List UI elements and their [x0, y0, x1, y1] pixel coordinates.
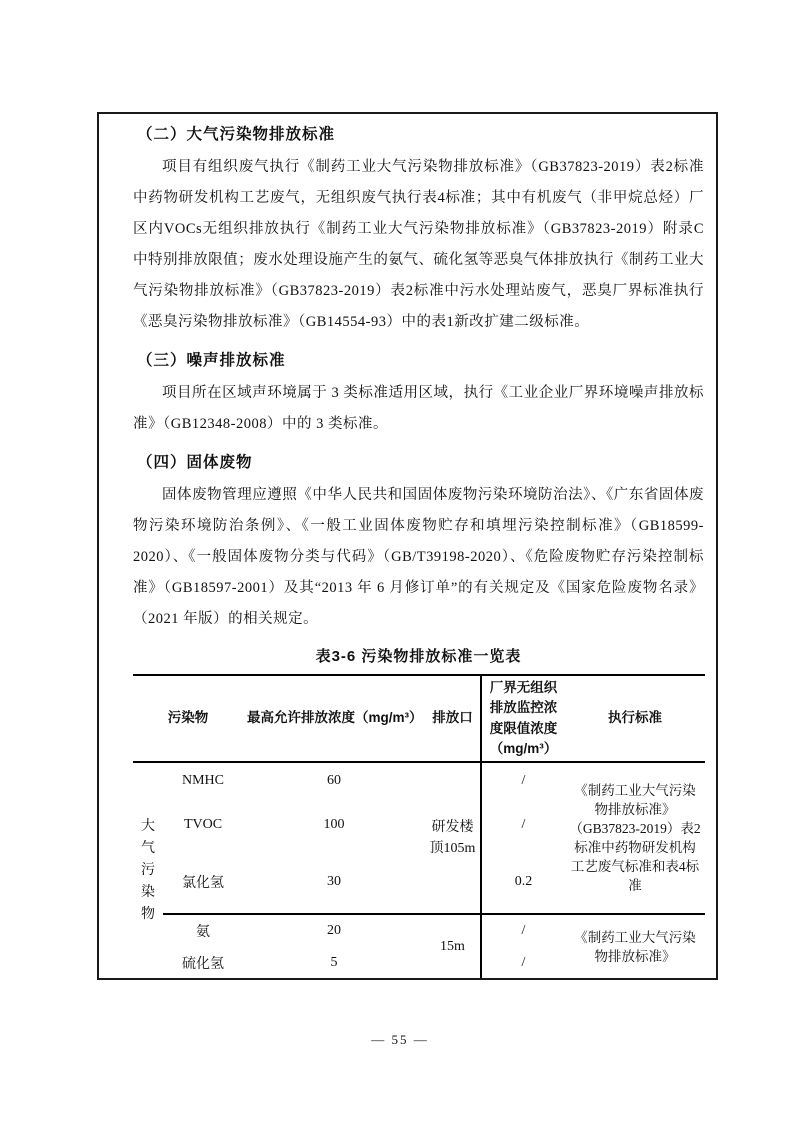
outlet-cell-group1: 研发楼顶105m — [429, 820, 476, 856]
pollutant-name-cell: NMHC — [181, 773, 224, 788]
pollutant-name-cell: 氯化氢 — [182, 876, 224, 891]
section-heading-solid-waste: （四）固体废物 — [137, 454, 253, 471]
boundary-value-cell: / — [481, 947, 565, 978]
boundary-value-cell: / — [481, 914, 565, 947]
concentration-cell: 20 — [243, 914, 425, 947]
pollutant-name-cell: 硫化氢 — [182, 956, 224, 972]
table-header-row — [133, 675, 705, 762]
outlet-cell-group2: 15m — [425, 914, 481, 978]
pollutant-group-label: 大气污染物 — [141, 818, 155, 922]
boundary-value-cell: / — [481, 762, 565, 799]
emission-standards-table — [133, 674, 705, 978]
standard-cell-group1: 《制药工业大气污染物排放标准》（GB37823-2019）表2标准中药物研发机构工艺废气标准和表4标准 — [569, 783, 701, 893]
header-max-concentration: 最高允许排放浓度（mg/m³） — [243, 675, 425, 762]
table-row-nh3 — [133, 914, 705, 947]
concentration-cell: 60 — [327, 773, 341, 788]
section-heading-noise: （三）噪声排放标准 — [137, 352, 286, 369]
concentration-cell: 30 — [327, 874, 341, 889]
pollutant-name-cell: TVOC — [183, 817, 223, 832]
concentration-cell: 5 — [330, 954, 338, 970]
paragraph-air-emission: 项目有组织废气执行《制药工业大气污染物排放标准》（GB37823-2019）表2标准中药物研发机构工艺废气，无组织废气执行表4标准；其中有机废气（非甲烷总烃）厂区内VOCs无组织排放执行《制药工业大气污染物排放标准》（GB37823-2019）附录C中特别排放限值；废水处理设施产生的氨气、硫化氢等恶臭气体排放执行《制药工业大气污染物排放标准》（GB37823-2019）表2标准中污水处理站废气，恶臭厂界标准执行《恶臭污染物排放标准》（GB14554-93）中的表1新改扩建二级标准。 — [133, 159, 704, 330]
standard-cell-group2: 《制药工业大气污染物排放标准》 — [565, 914, 705, 978]
header-pollutant: 污染物 — [133, 675, 243, 762]
paragraph-noise: 项目所在区域声环境属于 3 类标准适用区域，执行《工业企业厂界环境噪声排放标准》（GB12348-2008）中的 3 类标准。 — [133, 385, 704, 432]
concentration-cell: 100 — [323, 817, 345, 832]
boundary-value-cell: 0.2 — [481, 851, 565, 914]
header-boundary-limit: 厂界无组织排放监控浓度限值浓度（mg/m³） — [481, 675, 565, 762]
boundary-value-cell: / — [481, 799, 565, 851]
content-frame — [97, 112, 718, 980]
page-number: — 55 — — [371, 1032, 429, 1047]
table-title: 表3-6 污染物排放标准一览表 — [315, 648, 522, 665]
section-heading-air-emission: （二）大气污染物排放标准 — [137, 126, 336, 143]
table-row-nmhc — [133, 762, 705, 799]
paragraph-solid-waste: 固体废物管理应遵照《中华人民共和国固体废物污染环境防治法》、《广东省固体废物污染环境防治条例》、《一般工业固体废物贮存和填埋污染控制标准》（GB18599-2020）、《一般固体废物分类与代码》（GB/T39198-2020）、《危险废物贮存污染控制标准》（GB18597-2001）及其“2013 年 6 月修订单”的有关规定及《国家危险废物名录》（2021 年版）的相关规定。 — [133, 487, 704, 627]
pollutant-name-cell: 氨 — [163, 914, 243, 947]
header-outlet: 排放口 — [425, 675, 481, 762]
header-standard: 执行标准 — [565, 675, 705, 762]
